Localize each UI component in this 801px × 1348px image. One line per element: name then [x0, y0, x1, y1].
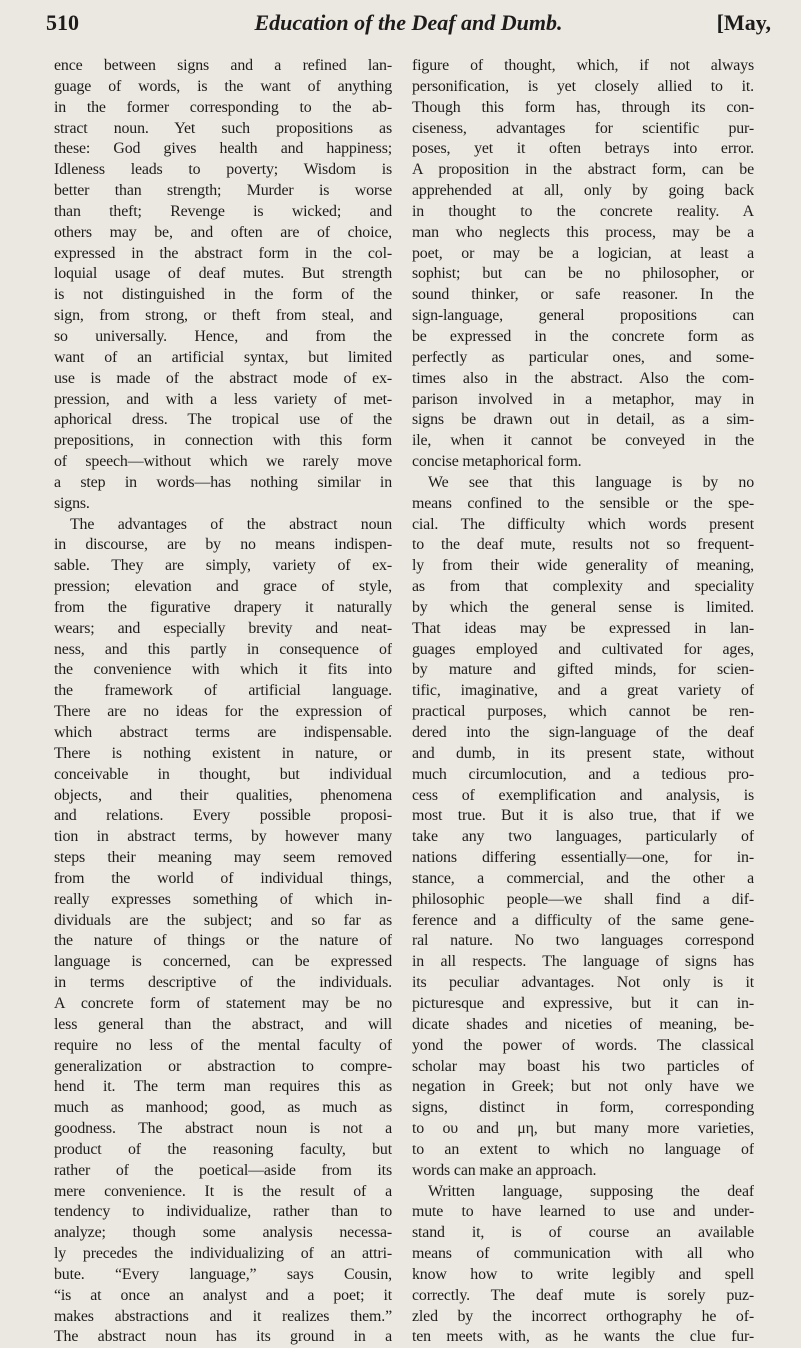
text-line: bute. “Every language,” says Cousin,: [54, 1265, 392, 1283]
text-line: guage of words, is the want of anything: [54, 77, 392, 95]
text-line: There are no ideas for the expression of: [54, 703, 392, 721]
running-title: Education of the Deaf and Dumb.: [254, 10, 563, 35]
text-line: pression; elevation and grace of style,: [54, 578, 392, 596]
text-line: rather of the poetical—aside from its: [54, 1161, 392, 1179]
text-line: signs.: [54, 494, 90, 512]
text-line: of speech—without which we rarely move: [54, 453, 392, 471]
text-line: signs, distinct in form, corresponding: [412, 1099, 754, 1117]
text-line: ten meets with, as he wants the clue fur-: [412, 1328, 754, 1346]
text-line: take any two languages, particularly of: [412, 828, 754, 846]
text-line: figure of thought, which, if not always: [412, 57, 754, 74]
text-line: stand it, is of course an available: [412, 1224, 754, 1242]
text-line: its peculiar advantages. Not only is it: [412, 974, 754, 992]
text-line: The advantages of the abstract noun: [70, 515, 392, 533]
text-line: guages employed and cultivated for ages,: [412, 640, 754, 658]
text-line: expressed in the abstract form in the col-: [54, 244, 392, 262]
text-line: as from that complexity and speciality: [412, 578, 754, 596]
text-line: poses, yet it often betrays into error.: [412, 140, 754, 158]
text-line: wears; and especially brevity and neat-: [54, 619, 392, 637]
text-line: scholar may boast his two particles of: [412, 1057, 754, 1075]
text-line: correctly. The deaf mute is sorely puz-: [412, 1286, 754, 1304]
text-line: steps their meaning may seem removed: [54, 849, 392, 867]
text-line: the convenience with which it fits into: [54, 661, 392, 679]
text-line: means of communication with all who: [412, 1245, 754, 1263]
text-line: generalization or abstraction to compre-: [54, 1057, 392, 1075]
text-line: in the former corresponding to the ab-: [54, 98, 392, 116]
text-line: sign-language, general propositions can: [412, 307, 754, 325]
text-line: dered into the sign-language of the deaf: [412, 724, 754, 741]
text-line: sophist; but can be no philosopher, or: [412, 265, 754, 283]
text-line: use is made of the abstract mode of ex-: [54, 369, 392, 387]
text-line: perfectly as particular ones, and some-: [412, 348, 754, 366]
page-number: 510: [46, 10, 79, 35]
text-line: much as manhood; good, as much as: [54, 1099, 392, 1117]
text-line: picturesque and expressive, but it can in-: [412, 994, 754, 1012]
text-line: conceivable in thought, but individual: [54, 765, 392, 783]
text-line: negation in Greek; but not only have we: [412, 1078, 754, 1096]
text-line: mute to have learned to use and under-: [412, 1203, 754, 1221]
text-line: tendency to individualize, rather than to: [54, 1203, 392, 1221]
text-line: parison involved in a metaphor, may in: [412, 390, 754, 408]
text-line: ness, and this partly in consequence of: [54, 640, 392, 658]
text-line: be expressed in the concrete form as: [412, 327, 754, 345]
text-line: A proposition in the abstract form, can be: [412, 161, 754, 179]
text-line: A concrete form of statement may be no: [54, 994, 392, 1012]
text-line: in all respects. The language of signs has: [412, 953, 754, 971]
text-line: from the world of individual things,: [54, 869, 392, 887]
text-line: makes abstractions and it realizes them.”: [54, 1307, 392, 1325]
text-line: There is nothing existent in nature, or: [54, 744, 392, 762]
text-line: ral nature. No two languages correspond: [412, 932, 754, 950]
running-header: [46, 10, 771, 44]
text-line: We see that this language is by no: [428, 473, 754, 491]
text-line: analyze; though some analysis necessa-: [54, 1224, 392, 1242]
text-line: in thought to the concrete reality. A: [412, 202, 754, 220]
text-line: in terms descriptive of the individuals.: [54, 974, 392, 992]
text-line: Though this form has, through its con-: [412, 98, 754, 116]
text-line: tific, imaginative, and a great variety of: [412, 682, 754, 700]
text-line: stract noun. Yet such propositions as: [54, 119, 392, 137]
text-line: really expresses something of which in-: [54, 890, 392, 908]
text-line: tion in abstract terms, by however many: [54, 828, 392, 846]
text-line: Written language, supposing the deaf: [428, 1182, 754, 1200]
text-line: ciseness, advantages for scientific pur-: [412, 119, 754, 137]
text-line: much circumlocution, and a tedious pro-: [412, 765, 754, 783]
text-line: Idleness leads to poverty; Wisdom is: [54, 161, 392, 179]
text-line: to the deaf mute, results not so frequent-: [412, 536, 754, 554]
text-line: sound thinker, or safe reasoner. In the: [412, 286, 754, 304]
text-line: ence between signs and a refined lan-: [54, 57, 392, 74]
text-line: to ου and μη, but many more varieties,: [412, 1120, 754, 1138]
left-text-column: [54, 56, 392, 1348]
text-line: aphorical dress. The tropical use of the: [54, 411, 392, 429]
text-line: The abstract noun has its ground in a: [54, 1328, 392, 1346]
text-line: nations differing essentially—one, for in-: [412, 849, 754, 867]
text-line: the nature of things or the nature of: [54, 932, 392, 950]
text-line: to an extent to which no language of: [412, 1140, 754, 1158]
text-line: ly precedes the individualizing of an attri-: [54, 1245, 392, 1263]
text-line: by which the general sense is limited.: [412, 598, 754, 616]
text-line: prepositions, in connection with this form: [54, 432, 392, 450]
text-line: ile, when it cannot be conveyed in the: [412, 432, 754, 450]
text-line: better than strength; Murder is worse: [54, 182, 392, 200]
text-line: which abstract terms are indispensable.: [54, 724, 392, 741]
text-line: so universally. Hence, and from the: [54, 327, 392, 345]
text-line: cial. The difficulty which words present: [412, 515, 754, 533]
text-line: the framework of artificial language.: [54, 682, 392, 700]
text-line: practical purposes, which cannot be ren-: [412, 703, 754, 721]
text-line: these: God gives health and happiness;: [54, 140, 392, 158]
text-line: from the figurative drapery it naturally: [54, 598, 392, 616]
text-line: know how to write legibly and spell: [412, 1265, 754, 1283]
text-line: in discourse, are by no means indispen-: [54, 536, 392, 554]
text-line: yond the power of words. The classical: [412, 1036, 754, 1054]
text-line: language is concerned, can be expressed: [54, 953, 392, 971]
text-line: stance, a commercial, and the other a: [412, 869, 754, 887]
text-line: most true. But it is also true, that if we: [412, 807, 754, 825]
text-line: mere convenience. It is the result of a: [54, 1182, 392, 1200]
text-line: words can make an approach.: [412, 1161, 597, 1179]
text-line: want of an artificial syntax, but limited: [54, 348, 392, 366]
text-line: by mature and gifted minds, for scien-: [412, 661, 754, 679]
text-line: zled by the incorrect orthography he of-: [412, 1307, 754, 1325]
text-line: “is at once an analyst and a poet; it: [54, 1286, 392, 1304]
text-line: sign, from strong, or theft from steal, and: [54, 307, 392, 325]
text-line: man who neglects this process, may be a: [412, 223, 754, 241]
text-line: dicate shades and niceties of meaning, be-: [412, 1015, 754, 1033]
text-line: means confined to the sensible or the spe-: [412, 494, 754, 512]
text-line: hend it. The term man requires this as: [54, 1078, 392, 1096]
text-line: signs be drawn out in detail, as a sim-: [412, 411, 754, 429]
text-line: loquial usage of deaf mutes. But strength: [54, 265, 392, 283]
text-line: a step in words—has nothing similar in: [54, 473, 392, 491]
text-line: ly from their wide generality of meaning,: [412, 557, 754, 575]
text-line: cess of exemplification and analysis, is: [412, 786, 754, 804]
text-line: require no less of the mental faculty of: [54, 1036, 392, 1054]
text-line: product of the reasoning faculty, but: [54, 1140, 392, 1158]
right-text-column: [412, 56, 754, 1348]
text-line: That ideas may be expressed in lan-: [412, 619, 754, 637]
text-line: concise metaphorical form.: [412, 453, 582, 471]
issue-date: [May,: [716, 10, 771, 35]
text-line: dividuals are the subject; and so far as: [54, 911, 392, 929]
text-line: pression, and with a less variety of met-: [54, 390, 392, 408]
text-line: and relations. Every possible proposi-: [54, 807, 392, 825]
text-line: and dumb, in its present state, without: [412, 744, 754, 762]
text-line: times also in the abstract. Also the com-: [412, 369, 754, 387]
text-line: objects, and their qualities, phenomena: [54, 786, 392, 804]
text-line: goodness. The abstract noun is not a: [54, 1120, 392, 1138]
text-line: is not distinguished in the form of the: [54, 286, 392, 304]
text-line: sable. They are simply, variety of ex-: [54, 557, 392, 575]
text-line: others may be, and often are of choice,: [54, 223, 392, 241]
text-line: philosophic people—we shall find a dif-: [412, 890, 754, 908]
text-line: apprehended at all, only by going back: [412, 182, 754, 200]
text-line: personification, is yet closely allied to it.: [412, 77, 754, 95]
text-line: less general than the abstract, and will: [54, 1015, 392, 1033]
text-line: ference and a difficulty of the same gene-: [412, 911, 754, 929]
text-line: than theft; Revenge is wicked; and: [54, 202, 392, 220]
text-line: poet, or may be a logician, at least a: [412, 244, 754, 262]
